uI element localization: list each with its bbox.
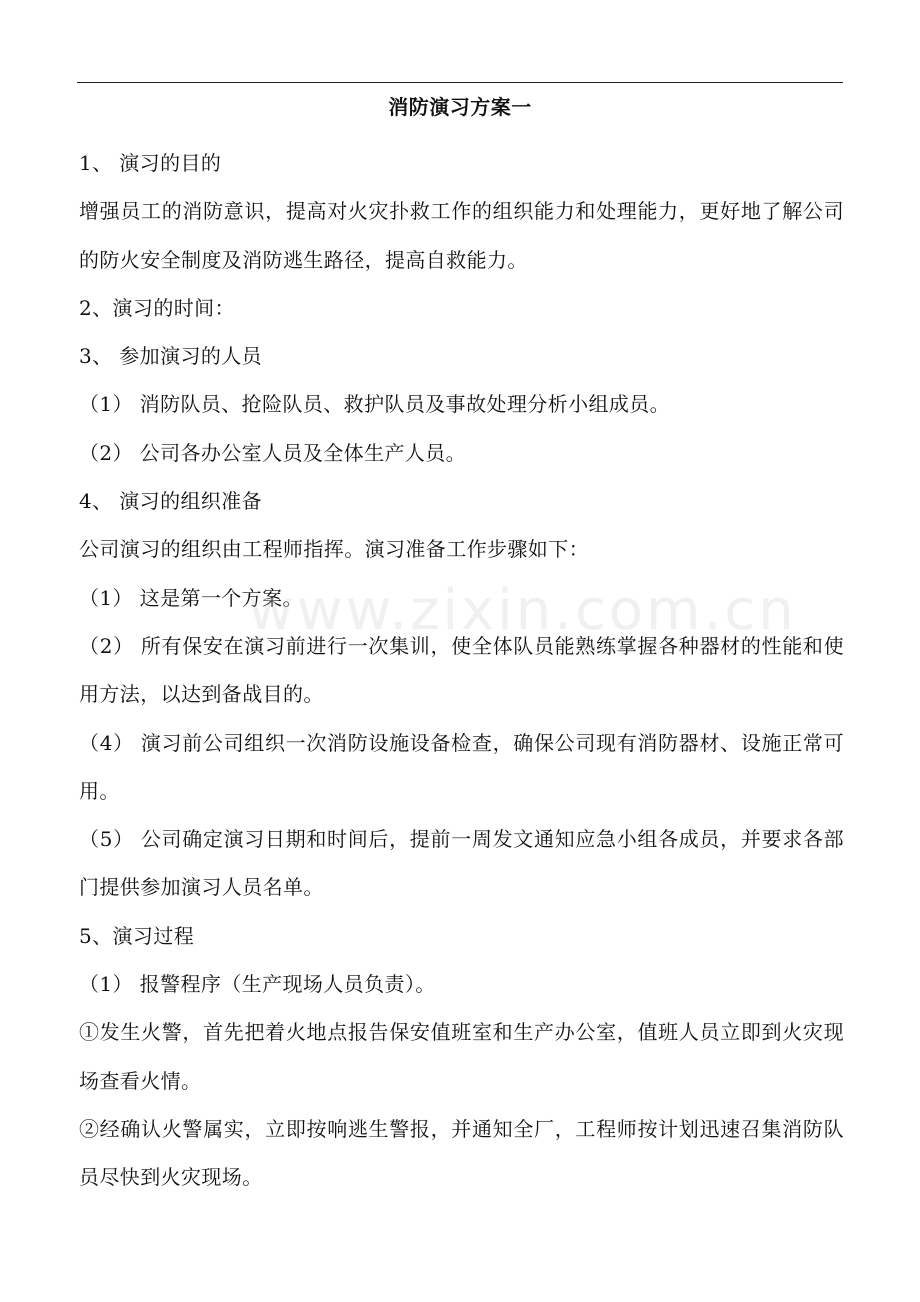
- watermark: www.zixin.com.cn: [248, 578, 797, 643]
- list-item-process-1b: ②经确认火警属实，立即按响逃生警报，并通知全厂，工程师按计划迅速召集消防队员尽快到火灾现场。: [79, 1116, 844, 1190]
- list-item-preparation-1: （1） 这是第一个方案。: [79, 585, 303, 610]
- list-item-preparation-5: （5） 公司确定演习日期和时间后，提前一周发文通知应急小组各成员，并要求各部门提供参加演习人员名单。: [79, 827, 844, 900]
- section-heading-purpose: 1、 演习的目的: [79, 151, 222, 175]
- list-item-personnel-2: （2） 公司各办公室人员及全体生产人员。: [79, 440, 467, 465]
- list-item-preparation-2: （2） 所有保安在演习前进行一次集训，使全体队员能熟练掌握各种器材的性能和使用方法，以达到备战目的。: [79, 633, 844, 707]
- list-item-preparation-4: （4） 演习前公司组织一次消防设施设备检查，确保公司现有消防器材、设施正常可用。: [79, 730, 844, 803]
- list-item-process-1: （1） 报警程序（生产现场人员负责）。: [79, 972, 436, 997]
- paragraph-purpose: 增强员工的消防意识，提高对火灾扑救工作的组织能力和处理能力，更好地了解公司的防火安全制度及消防逃生路径，提高自救能力。: [79, 199, 844, 272]
- document-title: 消防演习方案一: [388, 95, 532, 119]
- section-heading-time: 2、演习的时间：: [79, 295, 235, 320]
- section-heading-personnel: 3、 参加演习的人员: [79, 344, 263, 369]
- paragraph-preparation: 公司演习的组织由工程师指挥。演习准备工作步骤如下：: [79, 537, 589, 562]
- document-body: [79, 139, 844, 1202]
- section-heading-preparation: 4、 演习的组织准备: [79, 489, 263, 514]
- section-heading-process: 5、演习过程: [79, 923, 195, 948]
- header-rule: [77, 82, 843, 83]
- list-item-personnel-1: （1） 消防队员、抢险队员、救护队员及事故处理分析小组成员。: [79, 392, 671, 417]
- list-item-process-1a: ①发生火警，首先把着火地点报告保安值班室和生产办公室，值班人员立即到火灾现场查看火情。: [79, 1020, 844, 1093]
